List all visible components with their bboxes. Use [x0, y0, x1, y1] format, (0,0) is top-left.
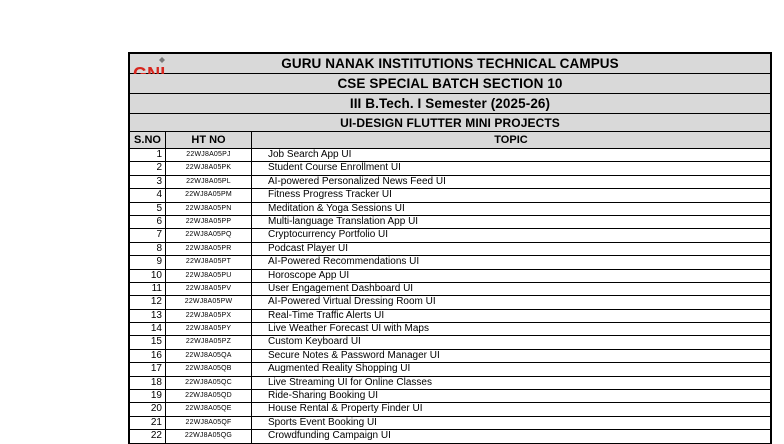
project-title: UI-DESIGN FLUTTER MINI PROJECTS — [340, 115, 560, 130]
row-sno: 1 — [130, 149, 166, 161]
row-topic: Meditation & Yoga Sessions UI — [268, 202, 405, 214]
row-htno: 22WJ8A05PY — [166, 323, 252, 335]
row-htno: 22WJ8A05PV — [166, 283, 252, 295]
table-row — [130, 149, 770, 162]
row-sno: 5 — [130, 203, 166, 215]
row-htno: 22WJ8A05QD — [166, 390, 252, 402]
row-sno: 6 — [130, 216, 166, 228]
table-row — [130, 296, 770, 309]
row-htno: 22WJ8A05QE — [166, 403, 252, 415]
row-topic: Horoscope App UI — [268, 269, 350, 281]
row-sno: 9 — [130, 256, 166, 268]
table-row — [130, 390, 770, 403]
row-htno: 22WJ8A05PQ — [166, 229, 252, 241]
project-title-header — [130, 114, 770, 132]
row-htno: 22WJ8A05QA — [166, 350, 252, 362]
batch-name: CSE SPECIAL BATCH SECTION 10 — [337, 76, 563, 91]
table-row — [130, 176, 770, 189]
row-sno: 4 — [130, 189, 166, 201]
row-htno: 22WJ8A05QB — [166, 363, 252, 375]
semester-name: III B.Tech. I Semester (2025-26) — [349, 96, 551, 111]
row-sno: 8 — [130, 243, 166, 255]
row-htno: 22WJ8A05PW — [166, 296, 252, 308]
table-row — [130, 403, 770, 416]
table-row — [130, 363, 770, 376]
row-sno: 16 — [130, 350, 166, 362]
row-htno: 22WJ8A05PJ — [166, 149, 252, 161]
table-row — [130, 310, 770, 323]
row-htno: 22WJ8A05PK — [166, 162, 252, 174]
row-topic: Job Search App UI — [268, 149, 352, 160]
row-htno: 22WJ8A05QF — [166, 417, 252, 429]
table-row — [130, 377, 770, 390]
row-sno: 15 — [130, 336, 166, 348]
row-topic: Custom Keyboard UI — [268, 336, 361, 348]
row-htno: 22WJ8A05QG — [166, 430, 252, 442]
row-topic: House Rental & Property Finder UI — [268, 403, 423, 415]
row-sno: 10 — [130, 270, 166, 282]
row-htno: 22WJ8A05QC — [166, 377, 252, 389]
table-body — [130, 149, 770, 444]
row-sno: 11 — [130, 283, 166, 295]
row-htno: 22WJ8A05PM — [166, 189, 252, 201]
row-sno: 3 — [130, 176, 166, 188]
table-row — [130, 336, 770, 349]
row-sno: 13 — [130, 310, 166, 322]
row-sno: 2 — [130, 162, 166, 174]
institution-header — [130, 54, 770, 74]
row-topic: AI-powered Personalized News Feed UI — [268, 175, 446, 187]
row-sno: 17 — [130, 363, 166, 375]
row-topic: Real-Time Traffic Alerts UI — [268, 309, 385, 321]
table-row — [130, 430, 770, 443]
row-topic: Augmented Reality Shopping UI — [268, 363, 411, 375]
row-topic: Sports Event Booking UI — [268, 416, 377, 428]
table-row — [130, 270, 770, 283]
table-row — [130, 216, 770, 229]
column-header-row — [130, 132, 770, 149]
column-header-topic: TOPIC — [494, 134, 528, 146]
row-htno: 22WJ8A05PN — [166, 203, 252, 215]
table-row — [130, 417, 770, 430]
row-sno: 14 — [130, 323, 166, 335]
row-htno: 22WJ8A05PT — [166, 256, 252, 268]
row-topic: Cryptocurrency Portfolio UI — [268, 229, 389, 241]
row-topic: Secure Notes & Password Manager UI — [268, 349, 440, 361]
project-table — [128, 52, 772, 444]
row-topic: Multi-language Translation App UI — [268, 215, 419, 227]
row-topic: Crowdfunding Campaign UI — [268, 430, 391, 442]
row-sno: 22 — [130, 430, 166, 442]
row-htno: 22WJ8A05PP — [166, 216, 252, 228]
row-sno: 12 — [130, 296, 166, 308]
row-topic: Fitness Progress Tracker UI — [268, 189, 392, 201]
row-htno: 22WJ8A05PL — [166, 176, 252, 188]
column-header-htno: HT NO — [166, 132, 252, 148]
row-topic: AI-Powered Virtual Dressing Room UI — [268, 296, 436, 308]
row-topic: Student Course Enrollment UI — [268, 162, 401, 174]
row-topic: Live Weather Forecast UI with Maps — [268, 323, 429, 335]
table-row — [130, 203, 770, 216]
table-row — [130, 243, 770, 256]
row-topic: Ride-Sharing Booking UI — [268, 390, 379, 402]
row-sno: 19 — [130, 390, 166, 402]
semester-header — [130, 94, 770, 114]
row-topic: Podcast Player UI — [268, 242, 349, 254]
column-header-sno: S.NO — [130, 132, 166, 148]
table-row — [130, 323, 770, 336]
row-sno: 18 — [130, 377, 166, 389]
row-htno: 22WJ8A05PR — [166, 243, 252, 255]
institution-name: GURU NANAK INSTITUTIONS TECHNICAL CAMPUS — [281, 56, 619, 71]
row-sno: 7 — [130, 229, 166, 241]
row-htno: 22WJ8A05PZ — [166, 336, 252, 348]
row-topic: Live Streaming UI for Online Classes — [268, 376, 432, 388]
table-row — [130, 283, 770, 296]
table-row — [130, 350, 770, 363]
row-topic: AI-Powered Recommendations UI — [268, 256, 420, 268]
table-row — [130, 229, 770, 242]
table-row — [130, 256, 770, 269]
row-topic: User Engagement Dashboard UI — [268, 282, 414, 294]
table-row — [130, 162, 770, 175]
table-row — [130, 189, 770, 202]
row-sno: 21 — [130, 417, 166, 429]
row-htno: 22WJ8A05PU — [166, 270, 252, 282]
row-htno: 22WJ8A05PX — [166, 310, 252, 322]
batch-header — [130, 74, 770, 94]
row-sno: 20 — [130, 403, 166, 415]
